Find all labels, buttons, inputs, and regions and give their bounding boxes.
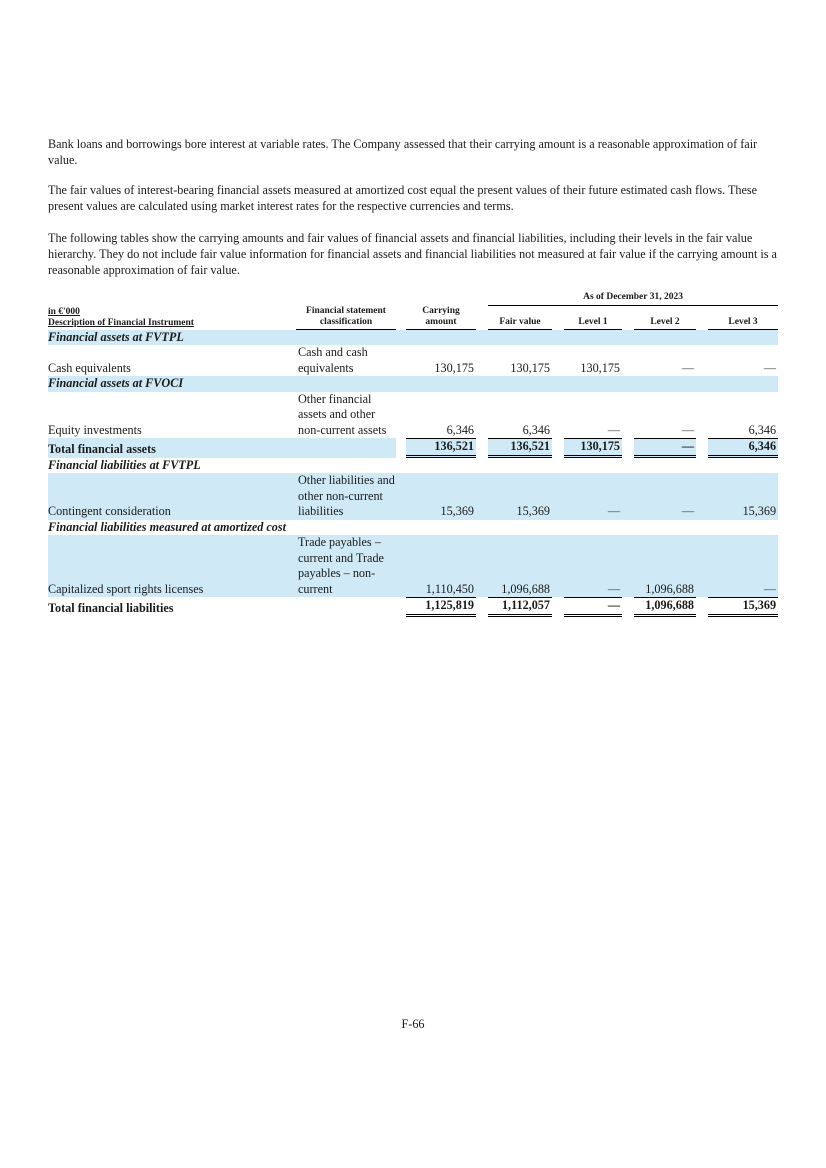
carrying-amount-cell: 1,125,819 — [406, 597, 476, 617]
section-title: Financial assets at FVOCI — [48, 376, 778, 392]
description-header: Description of Financial Instrument — [48, 318, 194, 328]
carrying-amount-cell: 6,346 — [446, 422, 474, 437]
section-row — [48, 376, 778, 392]
fair-value-cell: 1,112,057 — [488, 597, 552, 617]
level-2-cell: — — [681, 422, 694, 437]
level-3-cell: — — [708, 535, 778, 597]
section-title: Financial assets at FVTPL — [48, 330, 778, 346]
level-1-cell: — — [607, 422, 620, 437]
page-number: F-66 — [401, 1017, 425, 1031]
paragraph-bank-loans: Bank loans and borrowings bore interest at variable rates. The Company assessed that their carrying amount is a reasonable approximation of fair value. — [48, 137, 758, 167]
paragraph-fair-values: The fair values of interest-bearing financial assets measured at amortized cost equal the present values of their future estimated cash flows. These present values are calculated using market interest rates for the respective currencies and terms. — [48, 183, 758, 213]
level-2-cell: — — [634, 438, 696, 458]
section-row — [48, 330, 778, 346]
level-3-cell: 15,369 — [708, 597, 778, 617]
fair-value-cell: 15,369 — [488, 473, 552, 520]
row-classification: Other financial assets and other non-current assets — [298, 391, 387, 437]
row-description: Total financial liabilities — [48, 601, 174, 615]
level-3-cell: 6,346 — [708, 438, 778, 458]
row-description: Capitalized sport rights licenses — [48, 535, 296, 597]
level-1-cell: — — [564, 597, 622, 617]
as-of-date: As of December 31, 2023 — [488, 292, 778, 306]
level-3-cell: 15,369 — [708, 473, 778, 520]
level-2-cell: 1,096,688 — [634, 597, 696, 617]
table-row — [48, 345, 778, 376]
table-row — [48, 392, 778, 439]
row-description: Cash equivalents — [48, 360, 131, 375]
level-1-header: Level 1 — [564, 306, 622, 330]
level-1-cell: — — [564, 473, 622, 520]
carrying-amount-cell: 15,369 — [406, 473, 476, 520]
row-description: Total financial assets — [48, 438, 296, 458]
row-classification: Cash and cash equivalents — [298, 345, 368, 375]
level-1-cell: 130,175 — [580, 360, 620, 375]
level-3-cell: 6,346 — [748, 422, 777, 437]
row-classification: Other liabilities and other non-current liabilities — [298, 473, 395, 518]
section-title: Financial liabilities at FVTPL — [48, 457, 201, 472]
total-row — [48, 597, 778, 617]
total-row — [48, 438, 778, 458]
carrying-amount-header: Carrying amount — [406, 306, 476, 330]
level-2-cell: — — [634, 473, 696, 520]
section-title: Financial liabilities measured at amortized cost — [48, 519, 287, 534]
fair-value-header: Fair value — [488, 306, 552, 330]
row-classification: Trade payables – current and Trade payables – non-current — [296, 535, 396, 597]
level-2-cell: — — [681, 360, 694, 375]
fair-value-table — [48, 292, 778, 617]
carrying-amount-cell: 136,521 — [406, 438, 476, 458]
section-row — [48, 458, 778, 474]
classification-header: Financial statement classification — [296, 306, 396, 330]
unit-label: in €'000 — [48, 306, 80, 317]
fair-value-cell: 6,346 — [522, 422, 550, 437]
table-row — [48, 535, 778, 597]
row-description: Equity investments — [48, 422, 142, 437]
carrying-amount-cell: 1,110,450 — [406, 535, 476, 597]
level-2-header: Level 2 — [634, 306, 696, 330]
fair-value-cell: 136,521 — [488, 438, 552, 458]
level-1-cell: — — [564, 535, 622, 597]
level-3-header: Level 3 — [708, 306, 778, 330]
level-2-cell: 1,096,688 — [634, 535, 696, 597]
fair-value-cell: 1,096,688 — [488, 535, 552, 597]
header-row — [48, 306, 778, 330]
section-row — [48, 520, 778, 536]
paragraph-tables-intro: The following tables show the carrying amounts and fair values of financial assets and financial liabilities, including their levels in the fair value hierarchy. They do not include fair value information for financial assets and financial liabilities not measured at fair value if the carrying amount is a reasonable approximation of fair value. — [48, 231, 777, 277]
row-description: Contingent consideration — [48, 473, 296, 520]
fair-value-cell: 130,175 — [510, 360, 550, 375]
level-1-cell: 130,175 — [564, 438, 622, 458]
table-row — [48, 473, 778, 520]
level-3-cell: — — [763, 360, 777, 375]
carrying-amount-cell: 130,175 — [434, 360, 474, 375]
header-as-of-row — [48, 292, 778, 306]
